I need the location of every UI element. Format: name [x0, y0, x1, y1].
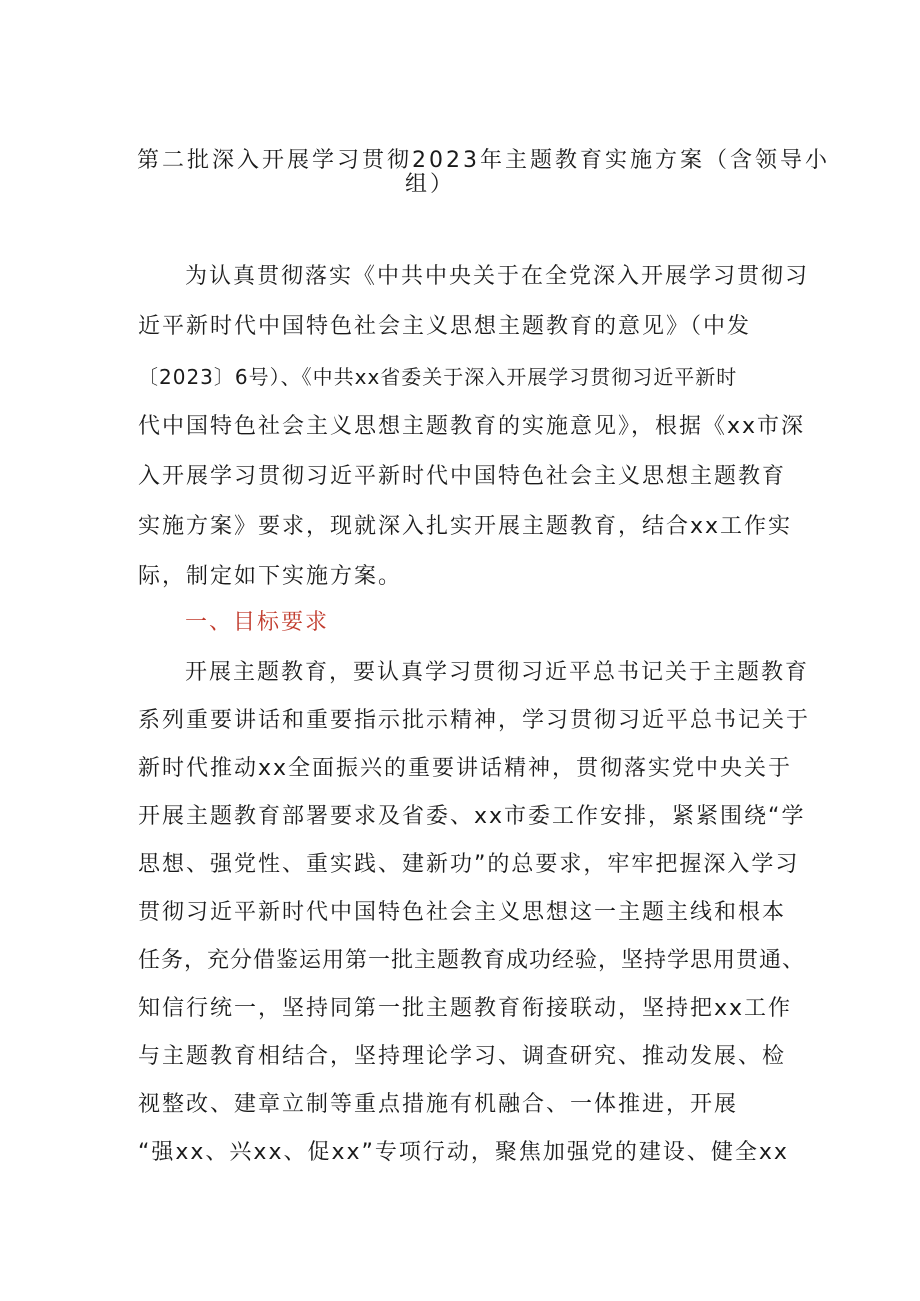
section-paragraph-line: 任务，充分借鉴运用第一批主题教育成功经验，坚持学思用贯通、 — [138, 948, 806, 973]
section-paragraph-line: 开展主题教育部署要求及省委、xx市委工作安排，紧紧围绕“学 — [138, 804, 806, 829]
section-paragraph-line: 与主题教育相结合，坚持理论学习、调查研究、推动发展、检 — [138, 1044, 787, 1069]
intro-paragraph-line: 际，制定如下实施方案。 — [138, 564, 403, 589]
intro-paragraph-line: 〔2023〕6号）、《中共xx省委关于深入开展学习贯彻习近平新时 — [138, 365, 738, 389]
intro-paragraph-line: 实施方案》要求，现就深入扎实开展主题教育，结合xx工作实 — [138, 514, 793, 539]
intro-paragraph-line: 代中国特色社会主义思想主题教育的实施意见》，根据《xx市深 — [138, 414, 806, 439]
section-paragraph-line: 贯彻习近平新时代中国特色社会主义思想这一主题主线和根本 — [138, 900, 787, 925]
intro-paragraph-line: 为认真贯彻落实《中共中央关于在全党深入开展学习贯彻习 — [185, 264, 810, 289]
section-paragraph-line: 新时代推动xx全面振兴的重要讲话精神，贯彻落实党中央关于 — [138, 756, 793, 781]
section-paragraph-line: 开展主题教育，要认真学习贯彻习近平总书记关于主题教育 — [185, 660, 810, 685]
section-heading: 一、目标要求 — [185, 610, 330, 635]
document-title-line-2: 组） — [405, 172, 456, 197]
intro-paragraph-line: 近平新时代中国特色社会主义思想主题教育的意见》（中发 — [138, 314, 752, 339]
section-paragraph-line: 知信行统一，坚持同第一批主题教育衔接联动，坚持把xx工作 — [138, 996, 793, 1021]
section-paragraph-line: “强xx、兴xx、促xx”专项行动，聚焦加强党的建设、健全xx — [138, 1140, 789, 1165]
document-title-line-1: 第二批深入开展学习贯彻2023年主题教育实施方案（含领导小 — [137, 148, 830, 173]
intro-paragraph-line: 入开展学习贯彻习近平新时代中国特色社会主义思想主题教育 — [138, 464, 787, 489]
section-paragraph-line: 系列重要讲话和重要指示批示精神，学习贯彻习近平总书记关于 — [138, 708, 811, 733]
section-paragraph-line: 视整改、建章立制等重点措施有机融合、一体推进，开展 — [138, 1092, 739, 1117]
section-paragraph-line: 思想、强党性、重实践、建新功”的总要求，牢牢把握深入学习 — [138, 852, 800, 877]
